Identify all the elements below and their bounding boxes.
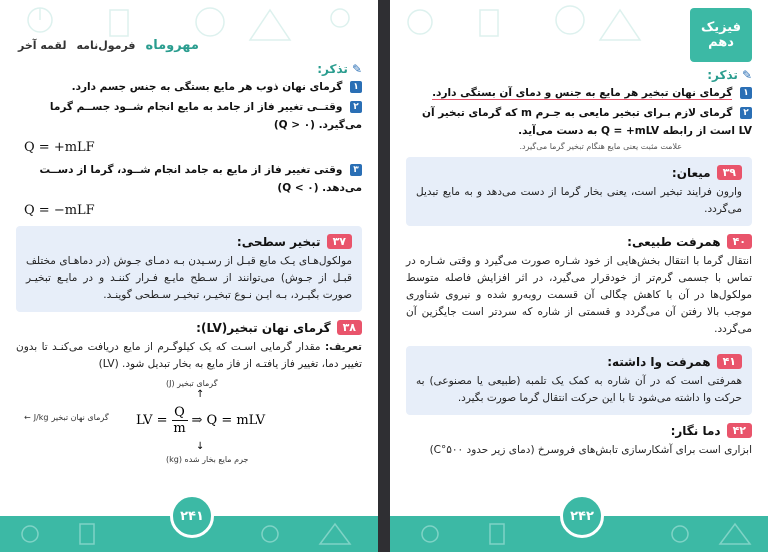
diagram-arrow-down: ↓	[196, 441, 205, 452]
section-title: ۳۷ تبخیر سطحی:	[26, 234, 352, 249]
section-39-box	[406, 157, 752, 226]
section-title: ۴۱ همرفت وا داشته:	[416, 354, 742, 369]
tip-heading: ✎ تذکر:	[707, 68, 752, 82]
section-number: ۴۲	[727, 423, 752, 438]
section-title: ۴۰ همرفت طبیعی:	[406, 234, 752, 249]
right-page	[390, 0, 768, 552]
tip-number: ۲	[350, 101, 362, 113]
header-brand	[18, 38, 199, 53]
latent-heat-diagram	[16, 379, 362, 489]
tip-number: ۱	[350, 81, 362, 93]
section-text: مولکول‌هـای یـک مایع قبـل از رسـیدن بـه دمـای جـوش (در دماهـای مختلف قبـل از جـوش) می‌توانند از سـطح مایـع فـرار کننـد و در مایـع تبخیـر صورت بگیـرد، بـه ایـن نـوع تبخیـر، تبخیـر سـطحی گوینـد.	[26, 255, 352, 301]
diagram-left-label: گرمای نهان تبخیر J/kg ←	[24, 413, 109, 422]
diagram-arrow-up: ↑	[196, 389, 205, 400]
section-text: انتقال گرما با انتقال بخش‌هایی از خود شـاره صورت می‌گیرد و وقتی شـاره در تماس با جسمی گرم‌تر از خودقرار می‌گیرد، در اثر افزایش فاصله متوسط مولکول‌ها در آن با کاهش چگالی آن قسمت روبه‌رو شده و نیروی شناوری موجب بالا رفتن آن می‌گردد و قسمتی از شاره که سردتر است جایگزین آن می‌گردد.	[406, 255, 752, 335]
wrench-icon: ✎	[351, 62, 362, 76]
section-number: ۴۱	[717, 354, 742, 369]
section-text: ابزاری است برای آشکارسازی تابش‌های فروسرخ (دمای زیر حدود ۵۰۰°C)	[429, 444, 752, 456]
formula-freezing: Q = −mLF	[24, 203, 95, 218]
section-title: ۳۹ میعان:	[416, 165, 742, 180]
section-number: ۳۸	[337, 320, 362, 335]
section-38	[16, 320, 362, 373]
diagram-equation: LV = Q m ⇒ Q = mLV	[136, 405, 266, 436]
section-text: تعریف: مقدار گرمایی اسـت که یک کیلوگـرم از مایع دریافت می‌کنـد تا بدون تغییر دما، تغییر فاز یافتـه از فاز مایع به بخار تبدیل شود. (LV)	[16, 341, 362, 370]
tip-number: ۲	[740, 107, 752, 119]
section-number: ۴۰	[727, 234, 752, 249]
tip-number: ۱	[740, 87, 752, 99]
section-title: ۴۲ دما نگار:	[406, 423, 752, 438]
section-40	[406, 234, 752, 338]
left-content	[16, 62, 362, 489]
tip-item-1: ۱ گرمای نهان تبخیر هر مایع به جنس و دمای آن بستگی دارد.	[406, 84, 752, 102]
section-text: وارون فرایند تبخیر است، یعنی بخار گرما از دست می‌دهد و به مایع تبدیل می‌گردد.	[416, 186, 742, 215]
wrench-icon: ✎	[741, 68, 752, 82]
definition-label: تعریف:	[324, 341, 362, 353]
section-number: ۳۹	[717, 165, 742, 180]
page-number: ۲۴۲	[560, 494, 604, 538]
section-number: ۳۷	[327, 234, 352, 249]
formula-melting: Q = +mLF	[24, 140, 95, 155]
tip-item-3: ۳ وقتی تغییر فاز از مایع به جامد انجام شــود، گرما از دســت می‌دهد. (Q < ۰)	[39, 164, 362, 194]
sign-note: علامت مثبت یعنی مایع هنگام تبخیر گرما می‌گیرد.	[519, 142, 682, 151]
brand-logo: مهروماه	[145, 38, 199, 53]
section-41-box	[406, 346, 752, 415]
section-37-box	[16, 226, 362, 312]
diagram-bottom-label: جرم مایع بخار شده (kg)	[166, 455, 249, 464]
section-text: همرفتی است که در آن شاره به کمک یک تلمبه (طبیعی یا مصنوعی) به حرکت وا داشته می‌شود تا با این حرکت انتقال گرما صورت بگیرد.	[416, 375, 742, 404]
left-page	[0, 0, 378, 552]
book-title: فرمول‌نامه	[76, 39, 136, 52]
subject-badge: فیزیک دهم	[690, 8, 752, 62]
tip-number: ۳	[350, 164, 362, 176]
section-title: ۳۸ گرمای نهان تبخیر(LV):	[16, 320, 362, 335]
tip-item-1: ۱ گرمای نهان ذوب هر مایع بستگی به جنس جسم دارد.	[16, 78, 362, 96]
tip-item-2: ۲ وقتــی تغییر فاز از جامد به مایع انجام شــود جســم گرما می‌گیرد. (Q > ۰)	[49, 101, 362, 131]
page-number: ۲۴۱	[170, 494, 214, 538]
tip-item-2: ۲ گرمای لازم بـرای تبخیر مایعی به جـرم m که گرمای تبخیر آن LV است از رابطه Q = +mLV به دست می‌آید.	[422, 107, 752, 137]
diagram-top-label: گرمای تبخیر (J)	[166, 379, 218, 388]
right-content	[406, 68, 752, 459]
last-bite-label: لقمه آخر	[18, 39, 67, 52]
section-42	[406, 423, 752, 459]
tip-heading: ✎ تذکر:	[317, 62, 362, 76]
